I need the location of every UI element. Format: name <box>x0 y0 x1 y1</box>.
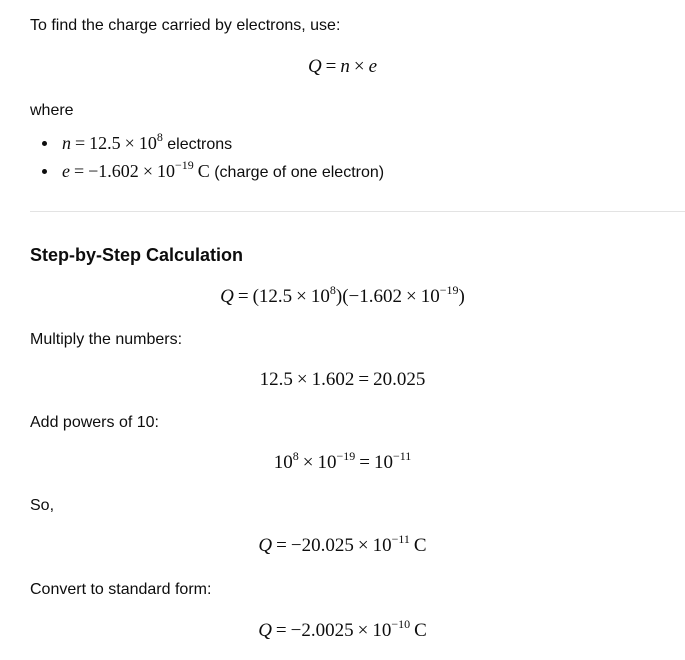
main-exponent-1: 8 <box>329 283 336 297</box>
main-mantissa-1: 12.5 <box>258 286 293 307</box>
standard-times: × <box>357 620 369 641</box>
powers-equals: = <box>359 452 370 473</box>
main-mantissa-2: −1.602 <box>348 286 403 307</box>
powers-label: Add powers of 10: <box>30 414 159 431</box>
main-close-paren-1: ) <box>335 286 343 307</box>
powers-base-2: 10 <box>317 452 337 473</box>
standard-equation <box>0 619 685 643</box>
main-open-paren-1: ( <box>252 286 259 307</box>
multiply-equation <box>0 368 685 392</box>
so-unit: C <box>413 535 427 556</box>
section-heading: Step-by-Step Calculation <box>30 245 244 265</box>
main-open-paren-2: ( <box>342 286 349 307</box>
bullet-exponent: −19 <box>174 158 194 172</box>
multiply-result: 20.025 <box>373 369 426 390</box>
bullet-exponent: 8 <box>156 130 163 144</box>
powers-base-1: 10 <box>273 452 293 473</box>
powers-equation <box>0 451 685 475</box>
formula-equation <box>0 55 685 79</box>
so-exponent: −11 <box>391 532 410 546</box>
multiply-a: 12.5 <box>259 369 293 390</box>
main-exponent-2: −19 <box>439 283 459 297</box>
so-lhs: Q <box>258 535 273 556</box>
multiply-label: Multiply the numbers: <box>30 331 183 348</box>
bullet-math <box>62 158 210 181</box>
standard-equals: = <box>275 620 287 641</box>
bullet-equals: = <box>74 161 85 181</box>
main-base-1: 10 <box>310 286 330 307</box>
powers-exponent-2: −19 <box>336 449 356 463</box>
formula-times: × <box>353 56 365 77</box>
list-item <box>30 158 384 186</box>
bullet-mantissa: −1.602 <box>88 161 139 181</box>
standard-label: Convert to standard form: <box>30 581 212 598</box>
formula-factor-e: e <box>368 56 378 77</box>
multiply-times: × <box>296 369 308 390</box>
so-equation <box>0 534 685 558</box>
bullet-var: e <box>62 161 70 181</box>
main-equals: = <box>237 286 249 307</box>
list-item <box>30 130 384 158</box>
standard-base: 10 <box>372 620 392 641</box>
main-lhs: Q <box>220 286 234 307</box>
standard-lhs: Q <box>258 620 272 641</box>
intro-text: To find the charge carried by electrons, use: <box>30 17 341 34</box>
bullet-mantissa: 12.5 <box>89 133 121 153</box>
formula-factor-n: n <box>340 56 350 77</box>
bullet-math <box>62 130 163 153</box>
formula-lhs: Q <box>307 56 322 77</box>
where-label: where <box>30 102 74 119</box>
so-times: × <box>357 535 369 556</box>
powers-exponent-3: −11 <box>392 449 412 463</box>
bullet-times: × <box>124 133 135 153</box>
standard-unit: C <box>414 620 427 641</box>
main-times-1: × <box>296 286 307 307</box>
powers-base-3: 10 <box>373 452 393 473</box>
multiply-equals: = <box>358 369 370 390</box>
standard-exponent: −10 <box>391 617 411 631</box>
powers-exponent-1: 8 <box>292 449 299 463</box>
powers-times: × <box>302 452 314 473</box>
main-base-2: 10 <box>420 286 440 307</box>
main-equation <box>0 285 685 309</box>
section-divider <box>30 211 685 212</box>
multiply-b: 1.602 <box>311 369 355 390</box>
variable-list <box>30 130 384 186</box>
bullet-base: 10 <box>156 161 175 181</box>
bullet-equals: = <box>75 133 86 153</box>
bullet-description: electrons <box>162 136 233 153</box>
standard-mantissa: −2.0025 <box>290 620 354 641</box>
bullet-unit: C <box>197 161 210 181</box>
main-times-2: × <box>406 286 417 307</box>
bullet-var: n <box>62 133 71 153</box>
so-base: 10 <box>372 535 392 556</box>
so-equals: = <box>276 535 287 556</box>
main-close-paren-2: ) <box>458 286 465 307</box>
so-label: So, <box>30 497 55 514</box>
formula-equals: = <box>325 56 337 77</box>
bullet-times: × <box>142 161 153 181</box>
so-mantissa: −20.025 <box>290 535 354 556</box>
bullet-base: 10 <box>138 133 157 153</box>
bullet-description: (charge of one electron) <box>209 164 385 181</box>
